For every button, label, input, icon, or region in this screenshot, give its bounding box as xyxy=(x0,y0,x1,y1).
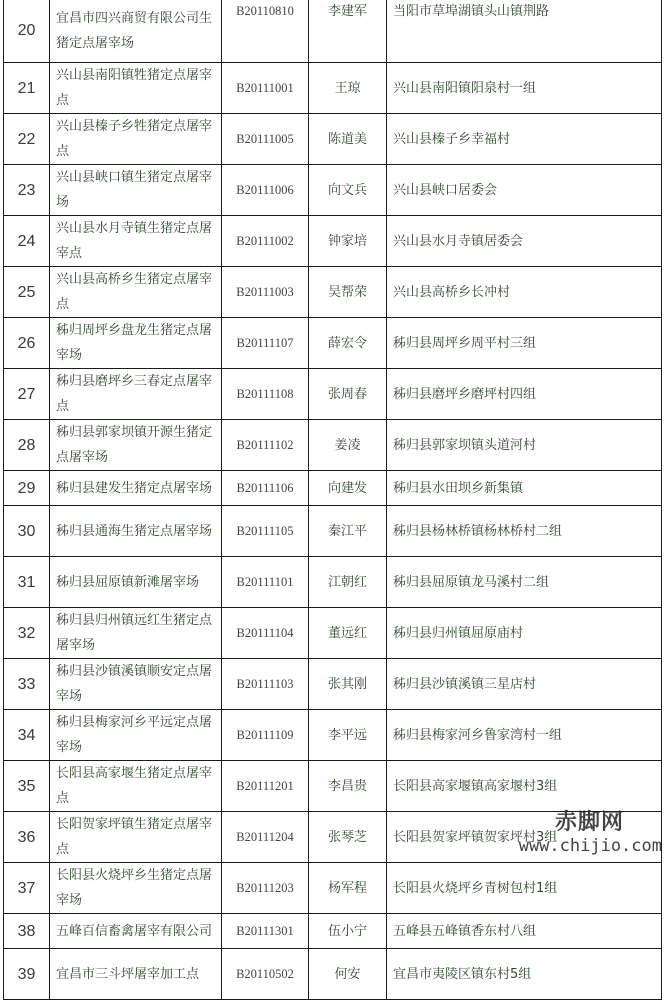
row-number-cell: 28 xyxy=(4,420,50,471)
address-cell: 秭归县磨坪乡磨坪村四组 xyxy=(387,369,662,420)
legal-person-cell: 伍小宁 xyxy=(309,914,387,949)
address-cell: 长阳县贺家坪镇贺家坪村3组 xyxy=(387,812,662,863)
row-number-cell: 34 xyxy=(4,710,50,761)
license-code-cell: B20111102 xyxy=(222,420,309,471)
address-cell: 秭归县水田坝乡新集镇 xyxy=(387,471,662,506)
legal-person-cell: 李平远 xyxy=(309,710,387,761)
license-code-cell: B20111104 xyxy=(222,608,309,659)
table-row xyxy=(4,863,662,914)
row-number-cell: 27 xyxy=(4,369,50,420)
legal-person-cell: 江朝红 xyxy=(309,557,387,608)
table-row xyxy=(4,420,662,471)
table-row xyxy=(4,914,662,949)
address-cell: 宜昌市夷陵区镇东村5组 xyxy=(387,949,662,1000)
table-row xyxy=(4,0,662,63)
unit-name-cell: 长阳贺家坪镇生猪定点屠宰点 xyxy=(50,812,222,863)
legal-person-cell: 吴帮荣 xyxy=(309,267,387,318)
license-code-cell: B20111203 xyxy=(222,863,309,914)
legal-person-cell: 李昌贵 xyxy=(309,761,387,812)
row-number-cell: 25 xyxy=(4,267,50,318)
legal-person-cell: 王琼 xyxy=(309,63,387,114)
row-number-cell: 24 xyxy=(4,216,50,267)
legal-person-cell: 姜凌 xyxy=(309,420,387,471)
license-code-cell: B20111201 xyxy=(222,761,309,812)
table-row xyxy=(4,369,662,420)
address-cell: 当阳市草埠湖镇头山镇荆路 xyxy=(387,0,662,63)
license-code-cell: B20111003 xyxy=(222,267,309,318)
table-row xyxy=(4,471,662,506)
table-row xyxy=(4,557,662,608)
unit-name-cell: 秭归县郭家坝镇开源生猪定点屠宰场 xyxy=(50,420,222,471)
row-number-cell: 31 xyxy=(4,557,50,608)
license-code-cell: B20111301 xyxy=(222,914,309,949)
legal-person-cell: 董远红 xyxy=(309,608,387,659)
address-cell: 秭归县梅家河乡鲁家湾村一组 xyxy=(387,710,662,761)
row-number-cell: 37 xyxy=(4,863,50,914)
address-cell: 秭归县周坪乡周平村三组 xyxy=(387,318,662,369)
address-cell: 兴山县水月寺镇居委会 xyxy=(387,216,662,267)
address-cell: 秭归县郭家坝镇头道河村 xyxy=(387,420,662,471)
license-code-cell: B20111103 xyxy=(222,659,309,710)
row-number-cell: 26 xyxy=(4,318,50,369)
legal-person-cell: 向文兵 xyxy=(309,165,387,216)
legal-person-cell: 杨军程 xyxy=(309,863,387,914)
address-cell: 五峰县五峰镇香东村八组 xyxy=(387,914,662,949)
license-code-cell: B20111001 xyxy=(222,63,309,114)
table-row xyxy=(4,761,662,812)
license-code-cell: B20111108 xyxy=(222,369,309,420)
table-row xyxy=(4,949,662,1000)
table-row xyxy=(4,710,662,761)
unit-name-cell: 兴山县高桥乡生猪定点屠宰点 xyxy=(50,267,222,318)
table-row xyxy=(4,318,662,369)
license-code-cell: B20111204 xyxy=(222,812,309,863)
row-number-cell: 36 xyxy=(4,812,50,863)
row-number-cell: 38 xyxy=(4,914,50,949)
unit-name-cell: 长阳县火烧坪乡生猪定点屠宰场 xyxy=(50,863,222,914)
row-number-cell: 35 xyxy=(4,761,50,812)
unit-name-cell: 秭归县梅家河乡平远定点屠宰场 xyxy=(50,710,222,761)
table-row xyxy=(4,267,662,318)
table-row xyxy=(4,659,662,710)
license-code-cell: B20111101 xyxy=(222,557,309,608)
unit-name-cell: 秭归周坪乡盘龙生猪定点屠宰场 xyxy=(50,318,222,369)
license-code-cell: B20110810 xyxy=(222,0,309,63)
legal-person-cell: 薛宏令 xyxy=(309,318,387,369)
unit-name-cell: 兴山县峡口镇生猪定点屠宰场 xyxy=(50,165,222,216)
address-cell: 兴山县榛子乡幸福村 xyxy=(387,114,662,165)
row-number-cell: 20 xyxy=(4,0,50,63)
license-code-cell: B20111109 xyxy=(222,710,309,761)
legal-person-cell: 秦江平 xyxy=(309,506,387,557)
unit-name-cell: 秭归县磨坪乡三春定点屠宰点 xyxy=(50,369,222,420)
address-cell: 长阳县火烧坪乡青树包村1组 xyxy=(387,863,662,914)
license-code-cell: B20110502 xyxy=(222,949,309,1000)
unit-name-cell: 兴山县水月寺镇生猪定点屠宰点 xyxy=(50,216,222,267)
table-row xyxy=(4,63,662,114)
address-cell: 兴山县峡口居委会 xyxy=(387,165,662,216)
unit-name-cell: 宜昌市三斗坪屠宰加工点 xyxy=(50,949,222,1000)
license-code-cell: B20111106 xyxy=(222,471,309,506)
address-cell: 长阳县高家堰镇高家堰村3组 xyxy=(387,761,662,812)
unit-name-cell: 五峰百信畜禽屠宰有限公司 xyxy=(50,914,222,949)
unit-name-cell: 长阳县高家堰生猪定点屠宰点 xyxy=(50,761,222,812)
address-cell: 秭归县屈原镇龙马溪村二组 xyxy=(387,557,662,608)
unit-name-cell: 秭归县沙镇溪镇顺安定点屠宰场 xyxy=(50,659,222,710)
unit-name-cell: 兴山县榛子乡牲猪定点屠宰点 xyxy=(50,114,222,165)
address-cell: 兴山县南阳镇阳泉村一组 xyxy=(387,63,662,114)
row-number-cell: 29 xyxy=(4,471,50,506)
legal-person-cell: 向建发 xyxy=(309,471,387,506)
license-code-cell: B20111006 xyxy=(222,165,309,216)
legal-person-cell: 陈道美 xyxy=(309,114,387,165)
unit-name-cell: 秭归县归州镇远红生猪定点屠宰场 xyxy=(50,608,222,659)
unit-name-cell: 宜昌市四兴商贸有限公司生猪定点屠宰场 xyxy=(50,0,222,63)
row-number-cell: 30 xyxy=(4,506,50,557)
row-number-cell: 39 xyxy=(4,949,50,1000)
watermark-url: www.chijio.com xyxy=(518,836,662,856)
legal-person-cell: 何安 xyxy=(309,949,387,1000)
license-code-cell: B20111005 xyxy=(222,114,309,165)
address-cell: 兴山县高桥乡长冲村 xyxy=(387,267,662,318)
row-number-cell: 23 xyxy=(4,165,50,216)
row-number-cell: 22 xyxy=(4,114,50,165)
table-row xyxy=(4,165,662,216)
address-cell: 秭归县杨林桥镇杨林桥村二组 xyxy=(387,506,662,557)
unit-name-cell: 秭归县屈原镇新滩屠宰场 xyxy=(50,557,222,608)
watermark xyxy=(519,805,662,856)
table-row xyxy=(4,608,662,659)
row-number-cell: 33 xyxy=(4,659,50,710)
watermark-logo: 赤脚网 xyxy=(554,810,624,835)
table-row xyxy=(4,506,662,557)
legal-person-cell: 钟家培 xyxy=(309,216,387,267)
table-row xyxy=(4,216,662,267)
legal-person-cell: 张琴芝 xyxy=(309,812,387,863)
unit-name-cell: 秭归县建发生猪定点屠宰场 xyxy=(50,471,222,506)
unit-name-cell: 兴山县南阳镇牲猪定点屠宰点 xyxy=(50,63,222,114)
row-number-cell: 21 xyxy=(4,63,50,114)
legal-person-cell: 李建军 xyxy=(309,0,387,63)
legal-person-cell: 张周春 xyxy=(309,369,387,420)
unit-name-cell: 秭归县通海生猪定点屠宰场 xyxy=(50,506,222,557)
license-code-cell: B20111002 xyxy=(222,216,309,267)
license-code-cell: B20111105 xyxy=(222,506,309,557)
address-cell: 秭归县沙镇溪镇三星店村 xyxy=(387,659,662,710)
legal-person-cell: 张其刚 xyxy=(309,659,387,710)
table-row xyxy=(4,114,662,165)
license-code-cell: B20111107 xyxy=(222,318,309,369)
row-number-cell: 32 xyxy=(4,608,50,659)
address-cell: 秭归县归州镇屈原庙村 xyxy=(387,608,662,659)
